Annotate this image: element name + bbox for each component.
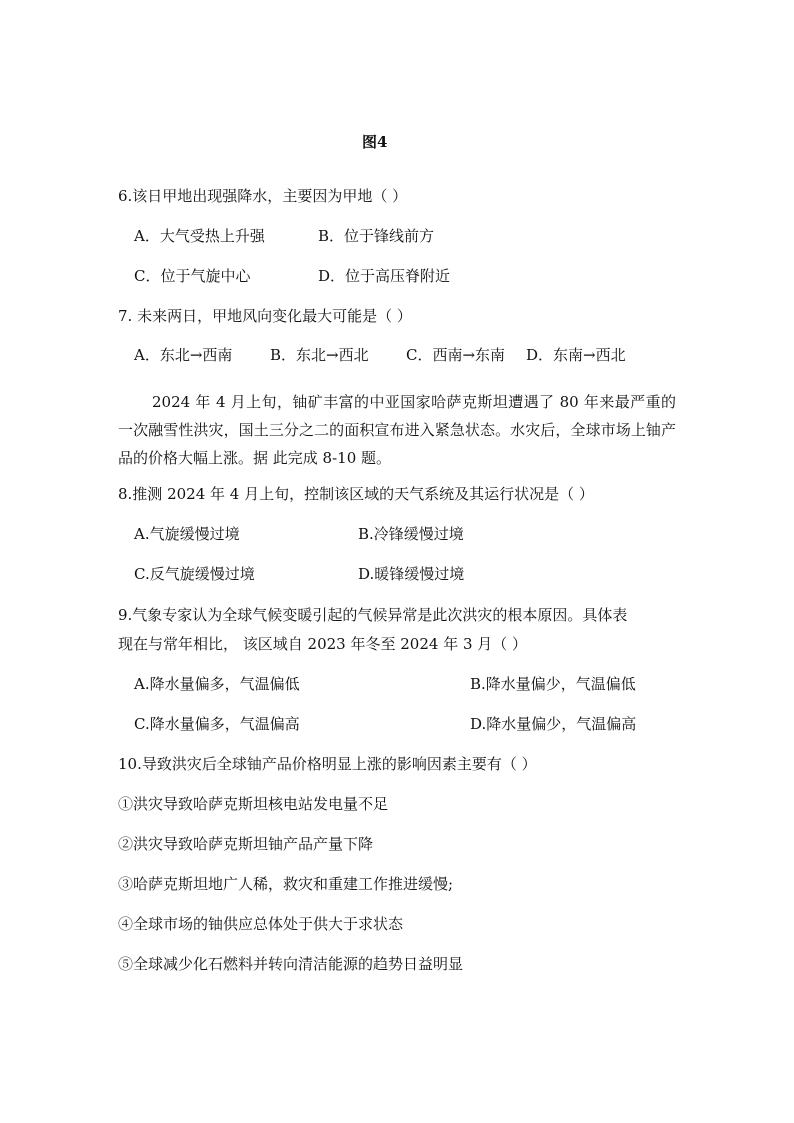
question-10-item-2: ②洪灾导致哈萨克斯坦铀产品产量下降 — [118, 835, 374, 853]
question-7-option-c: C．西南→东南 — [406, 346, 506, 364]
question-10-stem: 10.导致洪灾后全球铀产品价格明显上涨的影响因素主要有（ ） — [118, 755, 537, 773]
question-10-item-4: ④全球市场的铀供应总体处于供大于求状态 — [118, 915, 404, 933]
question-7-option-a: A．东北→西南 — [134, 346, 233, 364]
question-6-options-row-1 — [134, 226, 434, 246]
question-9-options-row-2 — [134, 714, 636, 734]
question-6-option-c: C．位于气旋中心 — [134, 267, 251, 285]
question-7-stem: 7. 未来两日，甲地风向变化最大可能是（ ） — [118, 307, 412, 325]
question-7-option-b: B．东北→西北 — [270, 346, 369, 364]
question-8-stem: 8.推测 2024 年 4 月上旬，控制该区域的天气系统及其运行状况是（ ） — [118, 485, 594, 503]
question-10-item-5: ⑤全球减少化石燃料并转向清洁能源的趋势日益明显 — [118, 955, 464, 973]
question-8-option-a: A.气旋缓慢过境 — [134, 525, 240, 543]
question-9-option-d: D.降水量偏少，气温偏高 — [470, 715, 637, 733]
question-9-option-a: A.降水量偏多，气温偏低 — [134, 675, 300, 693]
question-9-option-c: C.降水量偏多，气温偏高 — [134, 715, 300, 733]
question-9-options-row-1 — [134, 674, 636, 694]
question-6-option-d: D．位于高压脊附近 — [318, 267, 451, 285]
question-8-option-d: D.暖锋缓慢过境 — [358, 565, 465, 583]
question-8-options-row-1 — [134, 524, 464, 544]
question-7-option-d: D．东南→西北 — [526, 346, 626, 364]
question-8-option-b: B.冷锋缓慢过境 — [358, 525, 464, 543]
question-9-stem-line-1: 9.气象专家认为全球气候变暖引起的气候异常是此次洪灾的根本原因。具体表 — [118, 606, 628, 624]
question-9-option-b: B.降水量偏少，气温偏低 — [470, 675, 636, 693]
question-10-item-3: ③哈萨克斯坦地广人稀，救灾和重建工作推进缓慢; — [118, 875, 454, 893]
question-10-item-1: ①洪灾导致哈萨克斯坦核电站发电量不足 — [118, 795, 389, 813]
reading-passage: 2024 年 4 月上旬，铀矿丰富的中亚国家哈萨克斯坦遭遇了 80 年来最严重的一次融雪性洪灾，国土三分之二的面积宣布进入紧急状态。水灾后，全球市场上铀产品的价格大幅上涨。据 此完成 8-10 题。 — [118, 393, 676, 467]
question-8-option-c: C.反气旋缓慢过境 — [134, 565, 255, 583]
question-6-option-a: A．大气受热上升强 — [134, 227, 265, 245]
question-6-options-row-2 — [134, 266, 450, 286]
question-8-options-row-2 — [134, 564, 464, 584]
question-6-stem: 6.该日甲地出现强降水，主要因为甲地（ ） — [118, 187, 408, 205]
question-7-options-row — [134, 345, 626, 365]
question-6-option-b: B．位于锋线前方 — [318, 227, 435, 245]
question-9-stem-line-2: 现在与常年相比， 该区域自 2023 年冬至 2024 年 3 月（ ） — [118, 635, 528, 653]
figure-caption: 图4 — [362, 133, 388, 151]
